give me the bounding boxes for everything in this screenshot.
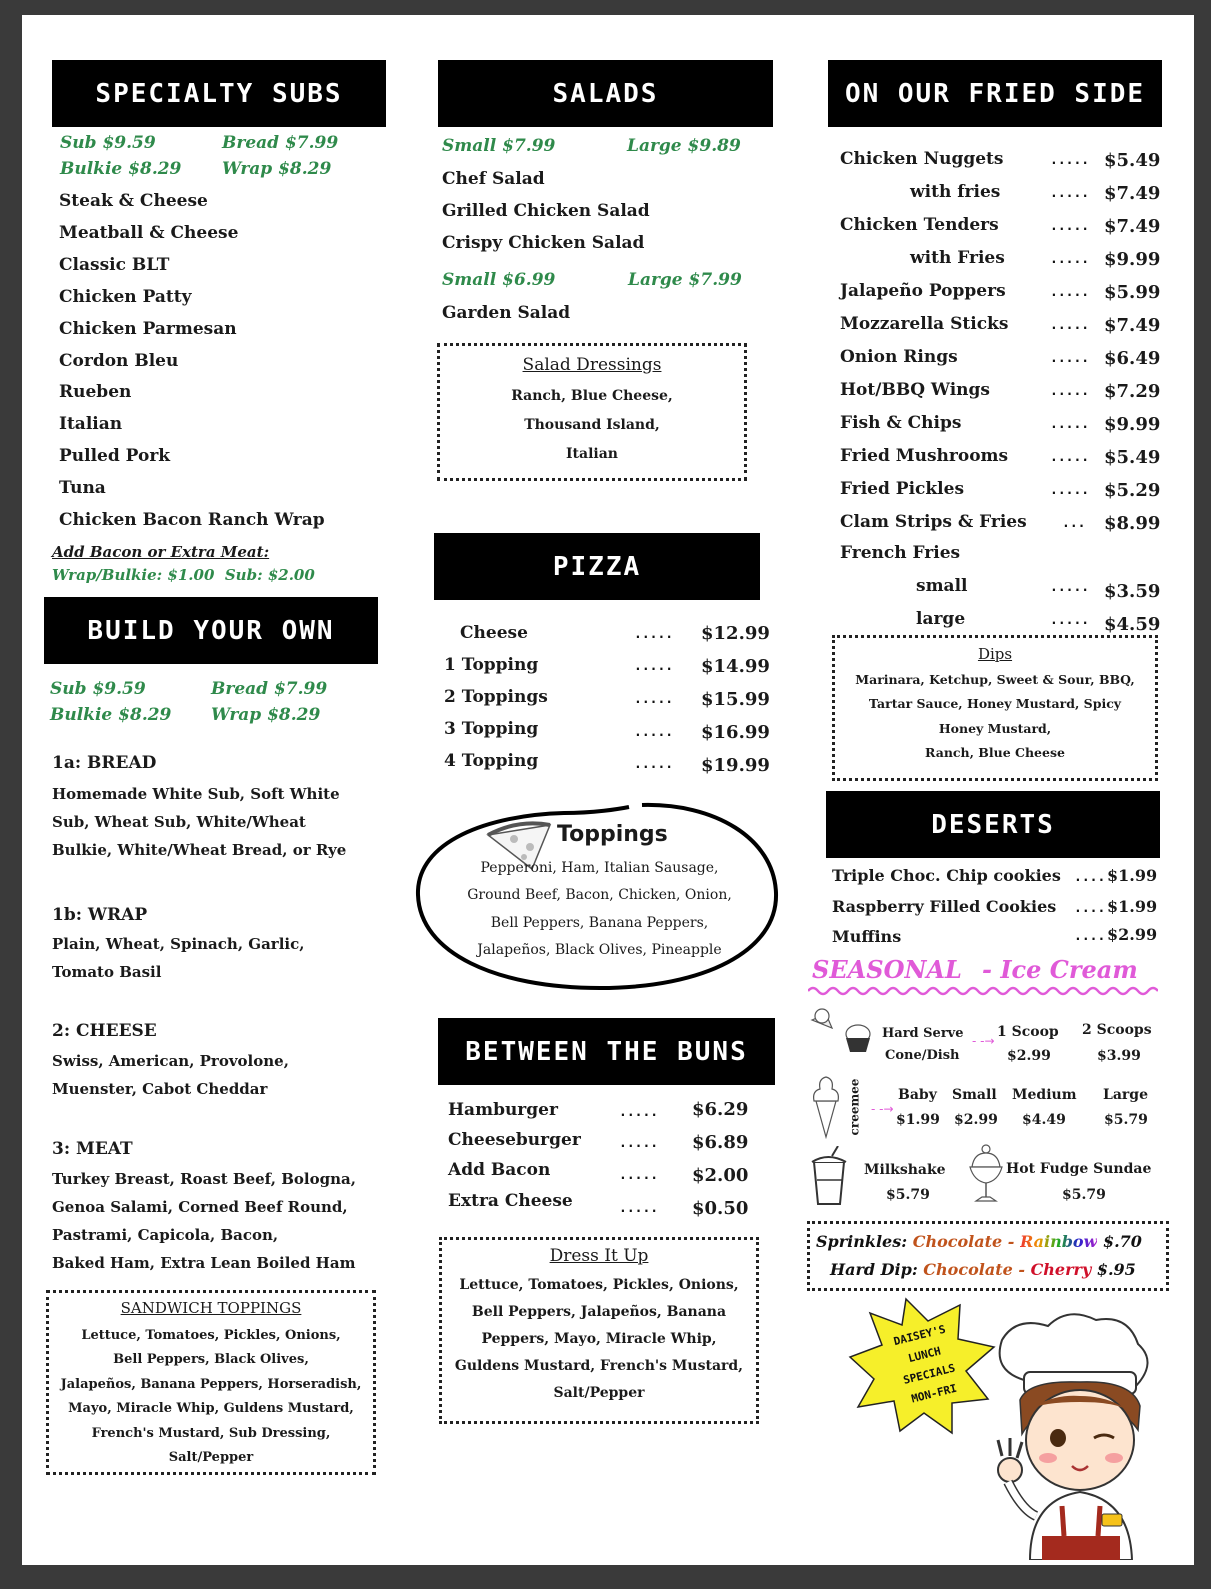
- fried-item: Jalapeño Poppers: [840, 281, 1006, 301]
- pizza-item: 1 Topping: [444, 655, 539, 675]
- hard-serve-size: 1 Scoop: [997, 1024, 1059, 1040]
- hard-serve-sublabel: Cone/Dish: [885, 1048, 960, 1063]
- sprinkles-chocolate: Chocolate: [912, 1232, 1003, 1251]
- menu-item: Pulled Pork: [59, 446, 171, 466]
- milkshake-label: Milkshake: [864, 1162, 946, 1178]
- leader-dots: .....: [1050, 613, 1090, 628]
- leader-dots: .....: [1050, 417, 1090, 432]
- hard-dip-label: Hard Dip:: [830, 1260, 918, 1279]
- seasonal-title: SEASONAL: [812, 955, 962, 984]
- desert-price: $1.99: [1107, 866, 1158, 885]
- section-heading: 1a: BREAD: [52, 753, 157, 773]
- sprinkles-separator: -: [1007, 1232, 1015, 1251]
- deserts-title: DESERTS: [931, 809, 1055, 840]
- topping-line: Salt/Pepper: [168, 1450, 254, 1465]
- burger-price: $6.29: [692, 1099, 749, 1120]
- fried-item: large: [916, 609, 966, 629]
- dips-title: Dips: [977, 645, 1013, 663]
- leader-dots: .....: [634, 725, 674, 740]
- fried-side-title: ON OUR FRIED SIDE: [844, 78, 1146, 109]
- fried-item: Clam Strips & Fries: [840, 512, 1027, 532]
- pizza-price: $15.99: [701, 689, 770, 710]
- extra-meat-prices: Wrap/Bulkie: $1.00 Sub: $2.00: [52, 566, 315, 584]
- ice-cream-title: - Ice Cream: [982, 955, 1138, 984]
- hard-dip-chocolate: Chocolate: [923, 1260, 1013, 1279]
- hard-dip-separator: -: [1018, 1260, 1025, 1279]
- burger-item: Extra Cheese: [448, 1191, 573, 1211]
- hard-serve-size: 2 Scoops: [1082, 1022, 1152, 1038]
- dress-line: Lettuce, Tomatoes, Pickles, Onions,: [459, 1277, 739, 1293]
- creemee-price: $4.49: [1022, 1112, 1066, 1128]
- fried-side-header: [828, 60, 1162, 127]
- fried-price: $7.49: [1104, 315, 1161, 336]
- creemee-size: Baby: [898, 1087, 937, 1103]
- section-heading: 1b: WRAP: [52, 905, 148, 925]
- section-line: Tomato Basil: [52, 963, 162, 981]
- leader-dots: ....: [1074, 901, 1106, 916]
- bulkie-price: Bulkie $8.29: [50, 705, 172, 725]
- menu-item: Chicken Patty: [59, 287, 192, 307]
- fried-item: Chicken Tenders: [840, 215, 999, 235]
- hard-serve-price: $2.99: [1007, 1048, 1051, 1064]
- fried-price: $5.49: [1104, 447, 1161, 468]
- section-heading: 3: MEAT: [52, 1139, 133, 1159]
- wrap-price: Wrap $8.29: [211, 705, 321, 725]
- pink-wavy-underline: [808, 985, 1158, 997]
- milkshake-price: $5.79: [886, 1187, 930, 1203]
- leader-dots: .....: [1050, 252, 1090, 267]
- leader-dots: .....: [619, 1105, 659, 1120]
- soft-serve-cone-icon: [808, 1073, 844, 1139]
- sprinkles-label: Sprinkles:: [816, 1232, 908, 1251]
- fried-item: Fried Pickles: [840, 479, 965, 499]
- leader-dots: .....: [1050, 580, 1090, 595]
- salad-small-price: Small $7.99: [442, 136, 556, 156]
- leader-dots: .....: [1050, 351, 1090, 366]
- desert-price: $1.99: [1107, 897, 1158, 916]
- menu-item: Classic BLT: [59, 255, 170, 275]
- creemee-size: Large: [1103, 1087, 1148, 1103]
- desert-price: $2.99: [1107, 925, 1158, 944]
- dress-line: Guldens Mustard, French's Mustard,: [454, 1358, 744, 1374]
- between-the-buns-header: [438, 1018, 775, 1085]
- between-the-buns-title: BETWEEN THE BUNS: [465, 1036, 748, 1067]
- sprinkles-line: [816, 1232, 1142, 1251]
- section-line: Plain, Wheat, Spinach, Garlic,: [52, 935, 305, 953]
- fried-price: $4.59: [1104, 614, 1161, 635]
- deserts-header: [826, 791, 1160, 858]
- pizza-price: $12.99: [701, 623, 770, 644]
- leader-dots: .....: [1050, 219, 1090, 234]
- leader-dots: ....: [1074, 929, 1106, 944]
- sundae-price: $5.79: [1062, 1187, 1106, 1203]
- dips-line: Tartar Sauce, Honey Mustard, Spicy: [868, 696, 1122, 711]
- salad-item: Crispy Chicken Salad: [442, 233, 645, 253]
- leader-dots: .....: [1050, 450, 1090, 465]
- topping-line: Lettuce, Tomatoes, Pickles, Onions,: [81, 1328, 341, 1343]
- dress-line: Salt/Pepper: [553, 1385, 645, 1401]
- hard-dip-line: [830, 1260, 1136, 1279]
- section-line: Turkey Breast, Roast Beef, Bologna,: [52, 1170, 356, 1188]
- badge-line: LUNCH: [906, 1344, 943, 1366]
- leader-dots: .....: [1050, 384, 1090, 399]
- salads-header: [438, 60, 773, 127]
- creemee-price: $2.99: [954, 1112, 998, 1128]
- fried-item: French Fries: [840, 543, 961, 563]
- desert-item: Raspberry Filled Cookies: [832, 897, 1057, 916]
- fried-item: Fried Mushrooms: [840, 446, 1009, 466]
- fried-price: $7.49: [1104, 183, 1161, 204]
- menu-item: Meatball & Cheese: [59, 223, 239, 243]
- leader-dots: .....: [634, 692, 674, 707]
- dress-it-up-title: Dress It Up: [549, 1246, 649, 1266]
- menu-item: Rueben: [59, 382, 132, 402]
- fried-item: with Fries: [910, 248, 1005, 268]
- pizza-item: 4 Topping: [444, 751, 539, 771]
- salad-large-price: Large $9.89: [627, 136, 741, 156]
- badge-line: SPECIALS: [902, 1361, 957, 1387]
- creemee-size: Small: [952, 1087, 997, 1103]
- hard-dip-cherry: Cherry: [1030, 1260, 1092, 1279]
- specialty-subs-title: SPECIALTY SUBS: [95, 78, 343, 109]
- menu-item: Tuna: [59, 478, 106, 498]
- desert-item: Muffins: [832, 927, 902, 946]
- fried-item: Hot/BBQ Wings: [840, 380, 990, 400]
- fried-item: Onion Rings: [840, 347, 958, 367]
- pizza-topping-line: Bell Peppers, Banana Peppers,: [490, 915, 709, 931]
- fried-item: Mozzarella Sticks: [840, 314, 1009, 334]
- pizza-price: $19.99: [701, 755, 770, 776]
- toppings-addon-box: [807, 1221, 1169, 1291]
- dress-it-up-box: [439, 1237, 759, 1424]
- dips-line: Honey Mustard,: [938, 721, 1052, 736]
- leader-dots: .....: [1050, 285, 1090, 300]
- dips-box: [832, 635, 1158, 781]
- fried-price: $6.49: [1104, 348, 1161, 369]
- salad-item: Chef Salad: [442, 169, 545, 189]
- topping-line: Mayo, Miracle Whip, Guldens Mustard,: [68, 1401, 354, 1416]
- bread-price: Bread $7.99: [222, 133, 339, 153]
- section-line: Genoa Salami, Corned Beef Round,: [52, 1198, 348, 1216]
- dips-line: Ranch, Blue Cheese: [925, 745, 1065, 760]
- salad-dressings-box: [437, 343, 747, 481]
- badge-line: DAISEY'S: [892, 1322, 947, 1349]
- hard-dip-price: $.95: [1096, 1260, 1136, 1279]
- creemee-size: Medium: [1012, 1087, 1077, 1103]
- burger-price: $6.89: [692, 1132, 749, 1153]
- fried-item: small: [916, 576, 968, 596]
- leader-dots: .....: [1050, 153, 1090, 168]
- cone-and-dish-icon: [808, 1008, 878, 1058]
- dress-line: Peppers, Mayo, Miracle Whip,: [481, 1331, 717, 1347]
- arrow-icon: - -→: [871, 1102, 894, 1116]
- specialty-subs-header: [52, 60, 386, 127]
- pizza-topping-line: Ground Beef, Bacon, Chicken, Onion,: [467, 887, 732, 903]
- section-line: Bulkie, White/Wheat Bread, or Rye: [52, 841, 347, 859]
- arrow-icon: - -→: [972, 1034, 995, 1048]
- section-line: Sub, Wheat Sub, White/Wheat: [52, 813, 306, 831]
- menu-item: Chicken Bacon Ranch Wrap: [59, 510, 325, 530]
- wrap-price: Wrap $8.29: [222, 159, 332, 179]
- section-line: Pastrami, Capicola, Bacon,: [52, 1226, 279, 1244]
- section-line: Swiss, American, Provolone,: [52, 1052, 289, 1070]
- topping-line: French's Mustard, Sub Dressing,: [91, 1426, 331, 1441]
- sundae-icon: [968, 1143, 1004, 1205]
- fried-item: Fish & Chips: [840, 413, 962, 433]
- salads-title: SALADS: [552, 78, 659, 109]
- burger-price: $2.00: [692, 1165, 749, 1186]
- fried-item: Chicken Nuggets: [840, 149, 1004, 169]
- pizza-toppings-title: Toppings: [557, 822, 668, 847]
- salad-large-price: Large $7.99: [628, 270, 742, 290]
- burger-price: $0.50: [692, 1198, 749, 1219]
- creemee-vertical-label: [848, 1076, 866, 1140]
- section-line: Baked Ham, Extra Lean Boiled Ham: [52, 1254, 356, 1272]
- pizza-topping-line: Pepperoni, Ham, Italian Sausage,: [480, 860, 719, 876]
- burger-item: Cheeseburger: [448, 1130, 581, 1150]
- leader-dots: .....: [634, 627, 674, 642]
- build-your-own-title: BUILD YOUR OWN: [87, 615, 335, 646]
- burger-item: Add Bacon: [448, 1160, 551, 1180]
- section-line: Homemade White Sub, Soft White: [52, 785, 340, 803]
- creemee-price: $5.79: [1104, 1112, 1148, 1128]
- badge-line: MON-FRI: [910, 1381, 959, 1406]
- section-heading: 2: CHEESE: [52, 1021, 157, 1041]
- dressing-line: Thousand Island,: [524, 417, 660, 433]
- creemee-price: $1.99: [896, 1112, 940, 1128]
- fried-price: $5.29: [1104, 480, 1161, 501]
- fried-item: with fries: [910, 182, 1001, 202]
- salad-small-price: Small $6.99: [442, 270, 556, 290]
- menu-item: Italian: [59, 414, 123, 434]
- salad-item: Garden Salad: [442, 303, 571, 323]
- hard-serve-price: $3.99: [1097, 1048, 1141, 1064]
- desert-item: Triple Choc. Chip cookies: [832, 866, 1061, 885]
- sundae-label: Hot Fudge Sundae: [1006, 1161, 1152, 1177]
- bulkie-price: Bulkie $8.29: [60, 159, 182, 179]
- fried-price: $8.99: [1104, 513, 1161, 534]
- dress-line: Bell Peppers, Jalapeños, Banana: [471, 1304, 727, 1320]
- sub-price: Sub $9.59: [60, 133, 156, 153]
- salad-dressings-title: Salad Dressings: [522, 355, 662, 375]
- extra-meat-label: Add Bacon or Extra Meat:: [52, 543, 270, 561]
- fried-price: $9.99: [1104, 249, 1161, 270]
- hard-serve-label: Hard Serve: [882, 1026, 964, 1041]
- build-your-own-header: [44, 597, 378, 664]
- dressing-line: Italian: [566, 446, 618, 462]
- fried-price: $3.59: [1104, 581, 1161, 602]
- topping-line: Bell Peppers, Black Olives,: [113, 1352, 309, 1367]
- bread-price: Bread $7.99: [211, 679, 328, 699]
- burger-item: Hamburger: [448, 1100, 558, 1120]
- leader-dots: .....: [619, 1201, 659, 1216]
- pizza-item: 2 Toppings: [444, 687, 548, 707]
- dressing-line: Ranch, Blue Cheese,: [511, 388, 673, 404]
- pizza-item: 3 Topping: [444, 719, 539, 739]
- pizza-title: PIZZA: [552, 551, 642, 582]
- menu-item: Steak & Cheese: [59, 191, 208, 211]
- leader-dots: .....: [619, 1136, 659, 1151]
- milkshake-icon: [808, 1146, 852, 1206]
- fried-price: $5.99: [1104, 282, 1161, 303]
- menu-page: [22, 15, 1194, 1565]
- leader-dots: .....: [1050, 483, 1090, 498]
- sprinkles-price: $.70: [1102, 1232, 1142, 1251]
- menu-item: Chicken Parmesan: [59, 319, 237, 339]
- pizza-header: [434, 533, 760, 600]
- pizza-price: $16.99: [701, 722, 770, 743]
- leader-dots: .....: [619, 1168, 659, 1183]
- chef-mascot-illustration: [972, 1310, 1172, 1560]
- topping-line: Jalapeños, Banana Peppers, Horseradish,: [60, 1377, 362, 1392]
- creemee-label: creemee: [847, 1078, 862, 1136]
- sprinkles-rainbow: Rainbow: [1019, 1232, 1098, 1251]
- pizza-price: $14.99: [701, 656, 770, 677]
- leader-dots: ....: [1074, 870, 1106, 885]
- dips-line: Marinara, Ketchup, Sweet & Sour, BBQ,: [855, 672, 1135, 687]
- pizza-item: Cheese: [460, 623, 528, 643]
- leader-dots: .....: [634, 757, 674, 772]
- salad-item: Grilled Chicken Salad: [442, 201, 650, 221]
- menu-item: Cordon Bleu: [59, 351, 179, 371]
- leader-dots: ...: [1062, 516, 1086, 531]
- sandwich-toppings-title: SANDWICH TOPPINGS: [120, 1299, 302, 1317]
- pizza-topping-line: Jalapeños, Black Olives, Pineapple: [477, 942, 722, 958]
- section-line: Muenster, Cabot Cheddar: [52, 1080, 268, 1098]
- leader-dots: .....: [1050, 318, 1090, 333]
- sub-price: Sub $9.59: [50, 679, 146, 699]
- sandwich-toppings-box: [46, 1290, 376, 1475]
- fried-price: $7.29: [1104, 381, 1161, 402]
- fried-price: $9.99: [1104, 414, 1161, 435]
- leader-dots: .....: [634, 659, 674, 674]
- leader-dots: .....: [1050, 186, 1090, 201]
- fried-price: $5.49: [1104, 150, 1161, 171]
- fried-price: $7.49: [1104, 216, 1161, 237]
